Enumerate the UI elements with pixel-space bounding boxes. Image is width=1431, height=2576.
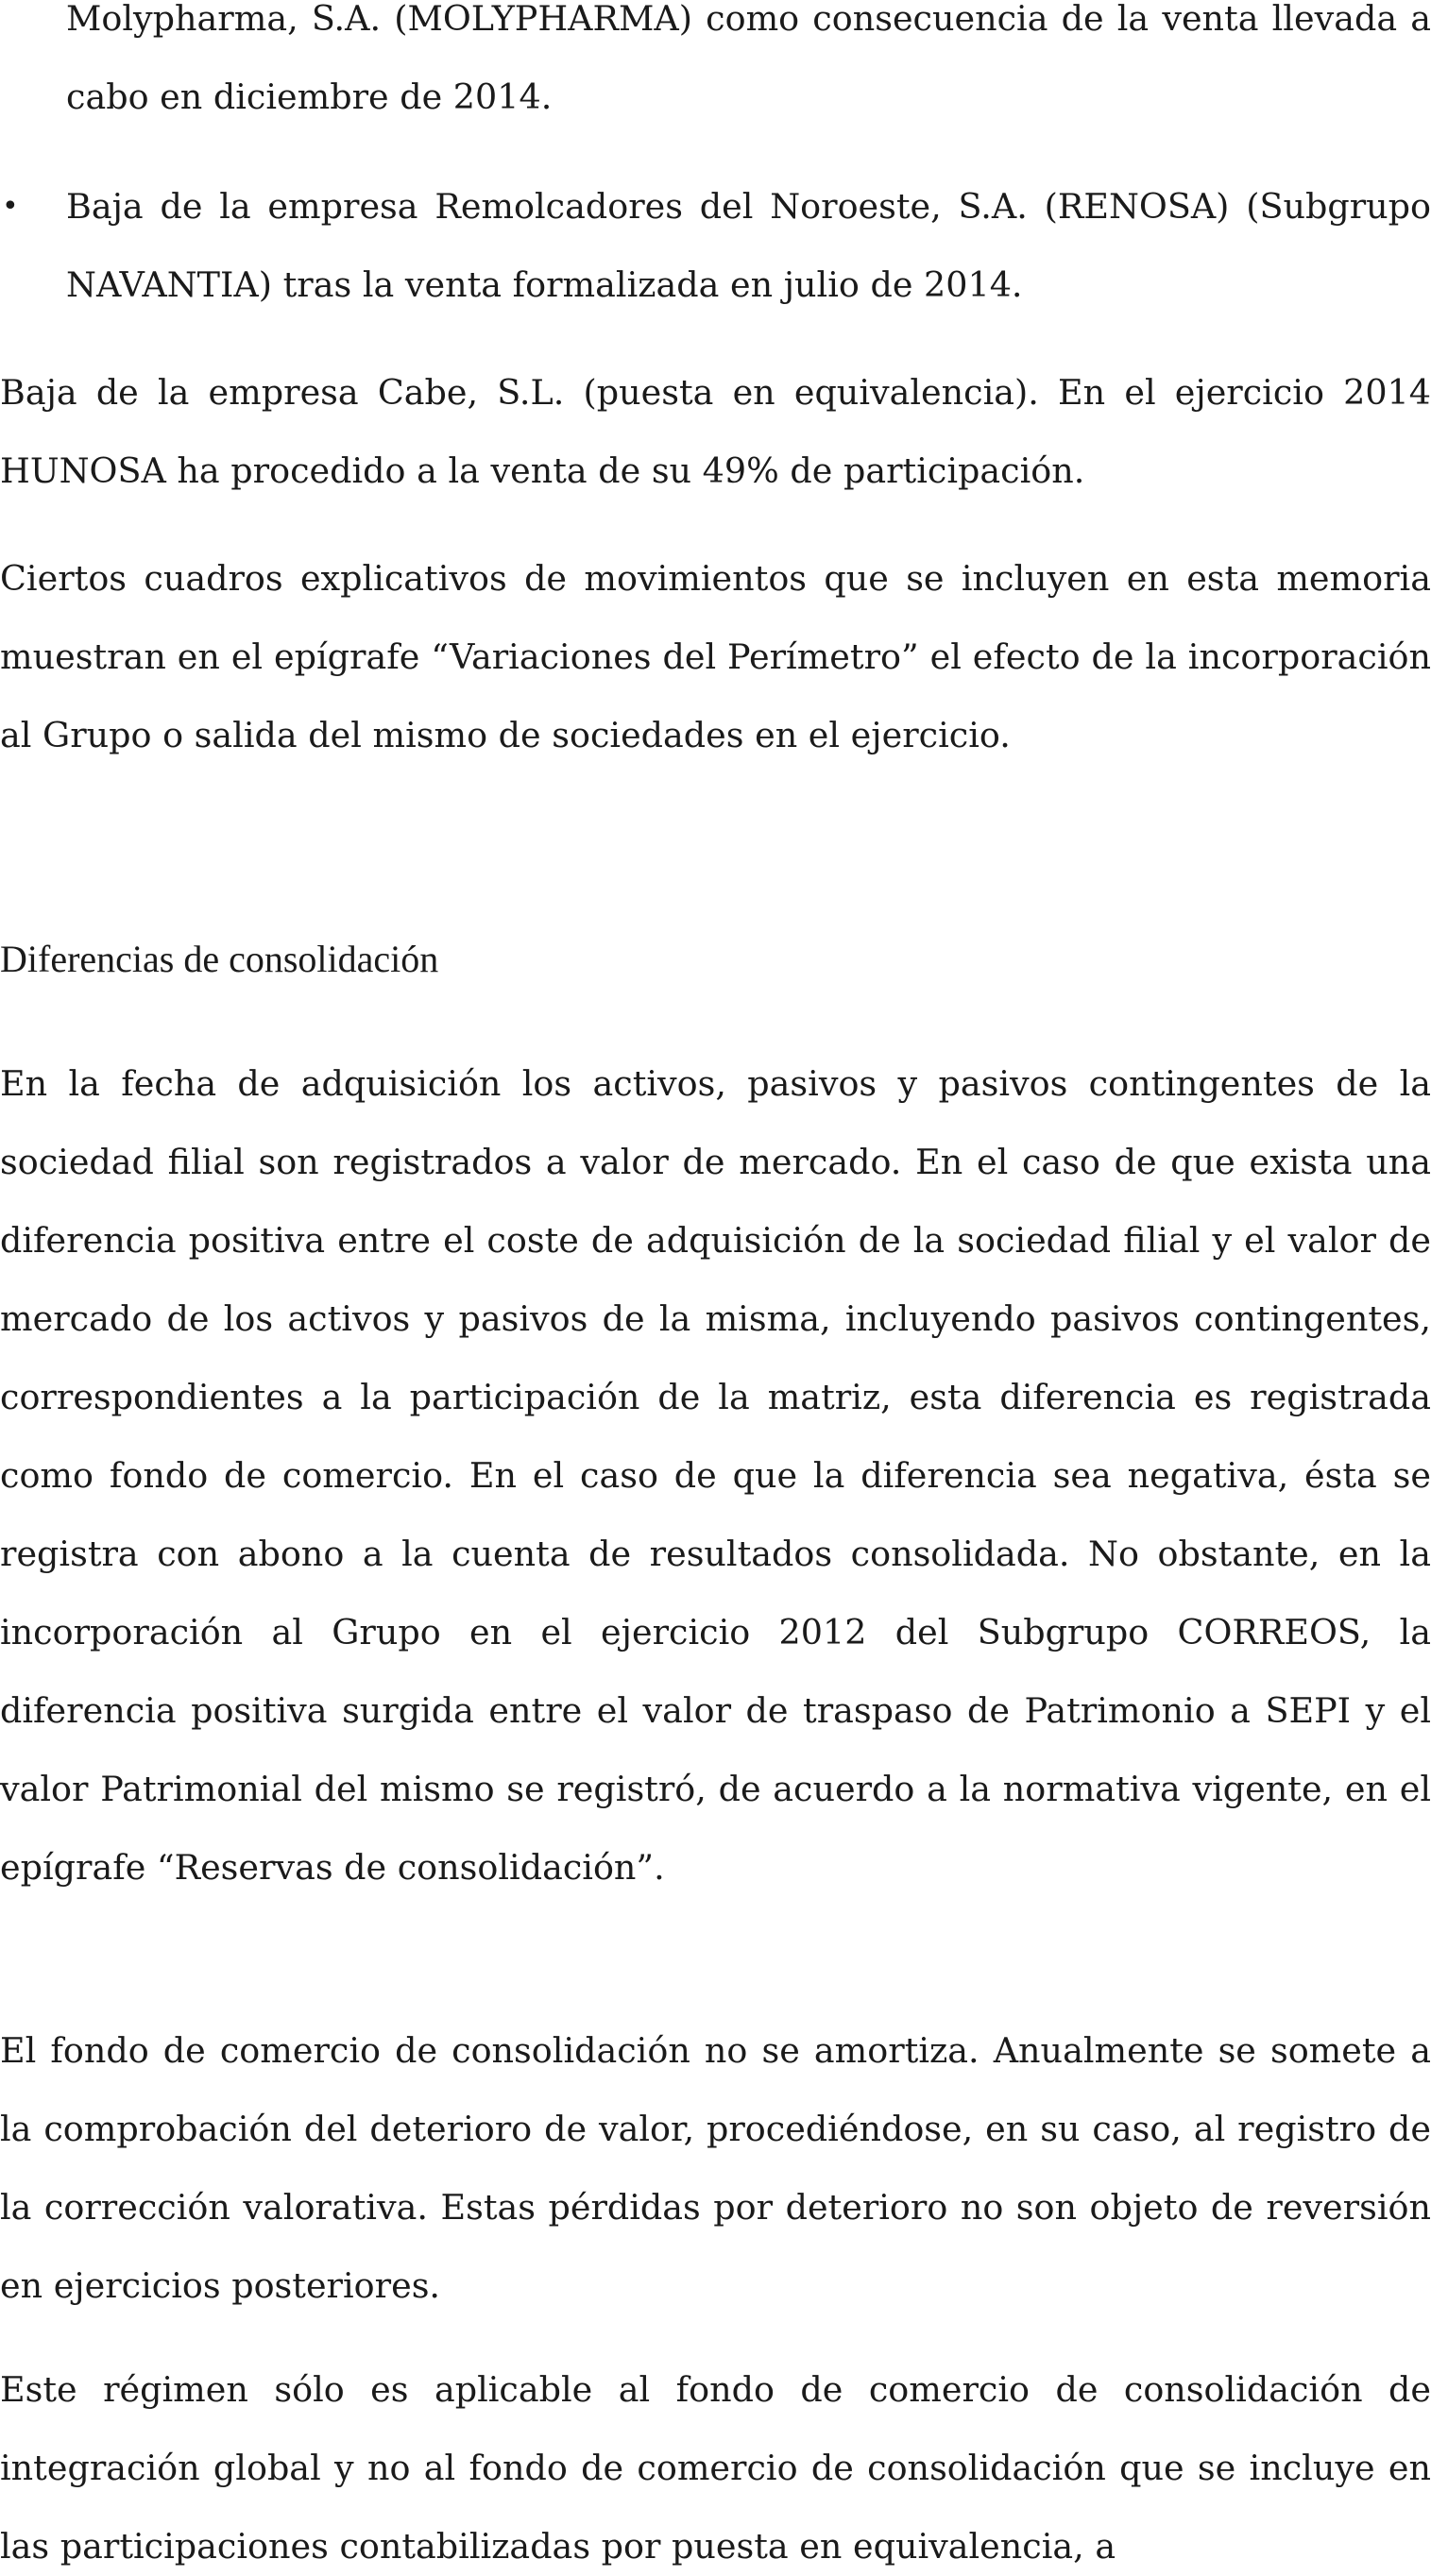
bullet-text: Baja de la empresa Remolcadores del Noroeste, S.A. (RENOSA) (Subgrupo NAVANTIA) tras la venta formalizada en julio de 2014. xyxy=(66,186,1431,305)
section-heading: Diferencias de consolidación xyxy=(0,938,439,980)
paragraph-fecha-adquisicion: En la fecha de adquisición los activos, pasivos y pasivos contingentes de la sociedad filial son registrados a valor de mercado. En el caso de que exista una diferencia positiva entre el coste de adquisición de la sociedad filial y el valor de mercado de los activos y pasivos de la misma, incluyendo pasivos contingentes, correspondientes a la participación de la matriz, esta diferencia es registrada como fondo de comercio. En el caso de que la diferencia sea negativa, ésta se registra con abono a la cuenta de resultados consolidada. No obstante, en la incorporación al Grupo en el ejercicio 2012 del Subgrupo CORREOS, la diferencia positiva surgida entre el valor de traspaso de Patrimonio a SEPI y el valor Patrimonial del mismo se registró, de acuerdo a la normativa vigente, en el epígrafe “Reservas de consolidación”. xyxy=(0,1063,1431,1888)
continued-bullet-text: Molypharma, S.A. (MOLYPHARMA) como consecuencia de la venta llevada a cabo en diciembre de 2014. xyxy=(66,0,1431,117)
paragraph-fondo-comercio: El fondo de comercio de consolidación no se amortiza. Anualmente se somete a la comprobación del deterioro de valor, procediéndose, en su caso, al registro de la corrección valorativa. Estas pérdidas por deterioro no son objeto de reversión en ejercicios posteriores. xyxy=(0,2030,1431,2306)
bullet-icon: • xyxy=(2,190,19,223)
bullet-item-renosa xyxy=(0,167,1431,324)
paragraph-cuadros: Ciertos cuadros explicativos de movimientos que se incluyen en esta memoria muestran en el epígrafe “Variaciones del Perímetro” el efecto de la incorporación al Grupo o salida del mismo de sociedades en el ejercicio. xyxy=(0,558,1431,755)
paragraph-regimen: Este régimen sólo es aplicable al fondo de comercio de consolidación de integración global y no al fondo de comercio de consolidación que se incluye en las participaciones contabilizadas por puesta en equivalencia, a xyxy=(0,2369,1431,2567)
paragraph-cabe: Baja de la empresa Cabe, S.L. (puesta en equivalencia). En el ejercicio 2014 HUNOSA ha procedido a la venta de su 49% de participación. xyxy=(0,372,1431,491)
